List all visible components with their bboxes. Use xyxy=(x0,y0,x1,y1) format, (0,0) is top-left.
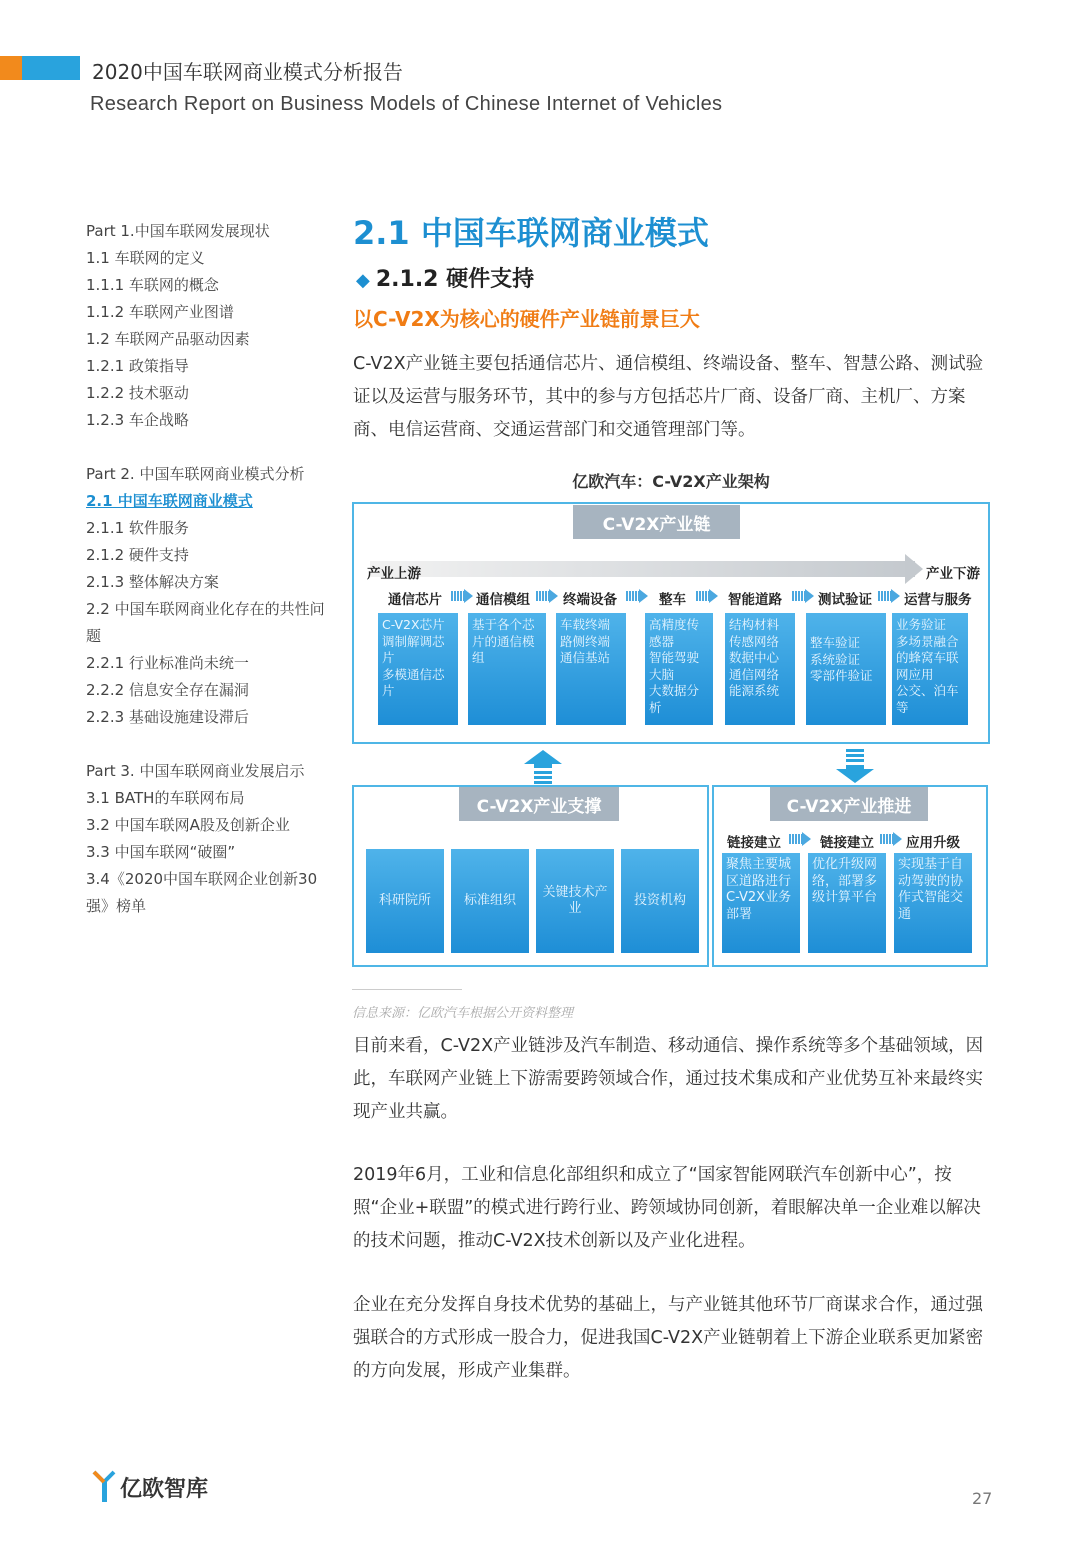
promote-label: C-V2X产业推进 xyxy=(770,787,928,821)
toc-item[interactable]: 2.1.3 整体解决方案 xyxy=(86,573,219,591)
support-box: 标准组织 xyxy=(451,849,529,953)
toc-item[interactable]: 1.1.2 车联网产业图谱 xyxy=(86,303,234,321)
chevron-right-icon xyxy=(451,589,473,603)
stage-box: 整车验证 系统验证 零部件验证 xyxy=(806,613,886,725)
chevron-right-icon xyxy=(536,589,558,603)
chain-label: C-V2X产业链 xyxy=(573,505,740,539)
toc-item[interactable]: Part 2. 中国车联网商业模式分析 xyxy=(86,465,305,483)
toc-item[interactable]: Part 1.中国车联网发展现状 xyxy=(86,222,270,240)
toc-item[interactable]: 2.2.2 信息安全存在漏洞 xyxy=(86,681,249,699)
stage-box: 高精度传感器 智能驾驶大脑 大数据分析 xyxy=(645,613,713,725)
promote-box: 实现基于自动驾驶的协作式智能交通 xyxy=(894,853,972,953)
toc-item[interactable]: 1.2.1 政策指导 xyxy=(86,357,189,375)
subsection-title-text: 2.1.2 硬件支持 xyxy=(375,267,535,292)
arrow-right-icon xyxy=(905,554,923,584)
toc-item[interactable]: 3.3 中国车联网“破圈” xyxy=(86,843,236,861)
stage-box: 车载终端 路侧终端 通信基站 xyxy=(556,613,626,725)
toc-item[interactable]: 2.1.1 软件服务 xyxy=(86,519,189,537)
toc-item[interactable]: Part 3. 中国车联网商业发展启示 xyxy=(86,762,305,780)
chevron-right-icon xyxy=(789,832,811,846)
upstream-downstream-arrow xyxy=(370,561,915,577)
stage-label: 整车 xyxy=(659,592,686,608)
downstream-label: 产业下游 xyxy=(926,566,980,582)
toc-item[interactable]: 3.1 BATH的车联网布局 xyxy=(86,789,245,807)
toc-item[interactable]: 2.2 中国车联网商业化存在的共性问题 xyxy=(86,600,325,645)
promote-box: 优化升级网络，部署多级计算平台 xyxy=(808,853,886,953)
upstream-label: 产业上游 xyxy=(367,566,421,582)
toc-item[interactable]: 1.2.2 技术驱动 xyxy=(86,384,189,402)
intro-paragraph: C-V2X产业链主要包括通信芯片、通信模组、终端设备、整车、智慧公路、测试验证以及运营与服务环节，其中的参与方包括芯片厂商、设备厂商、主机厂、方案商、电信运营商、交通运营部门和交通管理部门等。 xyxy=(353,354,984,440)
stage-label: 运营与服务 xyxy=(904,592,972,608)
support-label: C-V2X产业支撑 xyxy=(459,787,619,821)
chevron-right-icon xyxy=(696,589,718,603)
body-paragraph: 2019年6月，工业和信息化部组织和成立了“国家智能网联汽车创新中心”，按照“企业+联盟”的模式进行跨行业、跨领域协同创新，着眼解决单一企业难以解决的技术问题，推动C-V2X技术创新以及产业化进程。 xyxy=(353,1165,981,1251)
report-title: 2020中国车联网商业模式分析报告 xyxy=(92,60,403,84)
report-subtitle: Research Report on Business Models of Chinese Internet of Vehicles xyxy=(90,93,723,115)
chevron-right-icon xyxy=(626,589,648,603)
toc-item[interactable]: 1.1 车联网的定义 xyxy=(86,249,205,267)
stage-label: 终端设备 xyxy=(563,592,617,608)
promote-stage-label: 链接建立 xyxy=(727,835,781,851)
figure-source: 信息来源：亿欧汽车根据公开资料整理 xyxy=(352,1006,574,1021)
table-of-contents xyxy=(86,218,326,920)
toc-item[interactable]: 2.2.3 基础设施建设滞后 xyxy=(86,708,249,726)
logo-mark-icon xyxy=(92,1470,116,1504)
arrow-up-icon xyxy=(524,750,562,784)
chevron-right-icon xyxy=(792,589,814,603)
header-accent-orange xyxy=(0,56,22,80)
figure-title: 亿欧汽车：C-V2X产业架构 xyxy=(572,472,770,491)
toc-item[interactable]: 3.2 中国车联网A股及创新企业 xyxy=(86,816,290,834)
stage-box: 基于各个芯片的通信模组 xyxy=(468,613,546,725)
arrow-down-icon xyxy=(836,749,874,783)
stage-box: 业务验证 多场景融合的蜂窝车联网应用 公交、泊车等 xyxy=(892,613,968,725)
toc-item[interactable]: 2.2.1 行业标准尚未统一 xyxy=(86,654,249,672)
body-paragraph: 企业在充分发挥自身技术优势的基础上，与产业链其他环节厂商谋求合作，通过强强联合的方式形成一股合力，促进我国C-V2X产业链朝着上下游企业联系更加紧密的方向发展，形成产业集群。 xyxy=(353,1295,984,1381)
highlight-heading: 以C-V2X为核心的硬件产业链前景巨大 xyxy=(353,307,700,331)
subsection-title xyxy=(356,262,534,293)
promote-stage-label: 链接建立 xyxy=(820,835,874,851)
chevron-right-icon xyxy=(880,832,902,846)
stage-box: C-V2X芯片 调制解调芯片 多模通信芯片 xyxy=(378,613,458,725)
header-accent-blue xyxy=(22,56,80,80)
stage-label: 通信芯片 xyxy=(388,592,442,608)
promote-box: 聚焦主要城区道路进行C-V2X业务部署 xyxy=(722,853,800,953)
toc-item-active[interactable]: 2.1 中国车联网商业模式 xyxy=(86,492,253,510)
stage-label: 测试验证 xyxy=(818,592,872,608)
toc-item[interactable]: 2.1.2 硬件支持 xyxy=(86,546,189,564)
toc-item[interactable]: 1.1.1 车联网的概念 xyxy=(86,276,219,294)
toc-item[interactable]: 3.4《2020中国车联网企业创新30强》榜单 xyxy=(86,870,318,915)
stage-label: 通信模组 xyxy=(476,592,530,608)
stage-box: 结构材料 传感网络 数据中心 通信网络 能源系统 xyxy=(725,613,795,725)
toc-item[interactable]: 1.2 车联网产品驱动因素 xyxy=(86,330,250,348)
support-box: 投资机构 xyxy=(621,849,699,953)
stage-label: 智能道路 xyxy=(728,592,782,608)
logo-text: 亿欧智库 xyxy=(120,1476,209,1502)
promote-stage-label: 应用升级 xyxy=(906,835,960,851)
source-divider xyxy=(352,989,462,990)
page-number: 27 xyxy=(972,1489,993,1508)
body-paragraph: 目前来看，C-V2X产业链涉及汽车制造、移动通信、操作系统等多个基础领域，因此，车联网产业链上下游需要跨领域合作，通过技术集成和产业优势互补来最终实现产业共赢。 xyxy=(353,1036,984,1122)
diamond-icon: ◆ xyxy=(356,270,370,291)
chevron-right-icon xyxy=(878,589,900,603)
toc-item[interactable]: 1.2.3 车企战略 xyxy=(86,411,189,429)
support-box: 关键技术产业 xyxy=(536,849,614,953)
company-logo xyxy=(92,1470,208,1504)
support-box: 科研院所 xyxy=(366,849,444,953)
section-title: 2.1 中国车联网商业模式 xyxy=(353,214,709,252)
